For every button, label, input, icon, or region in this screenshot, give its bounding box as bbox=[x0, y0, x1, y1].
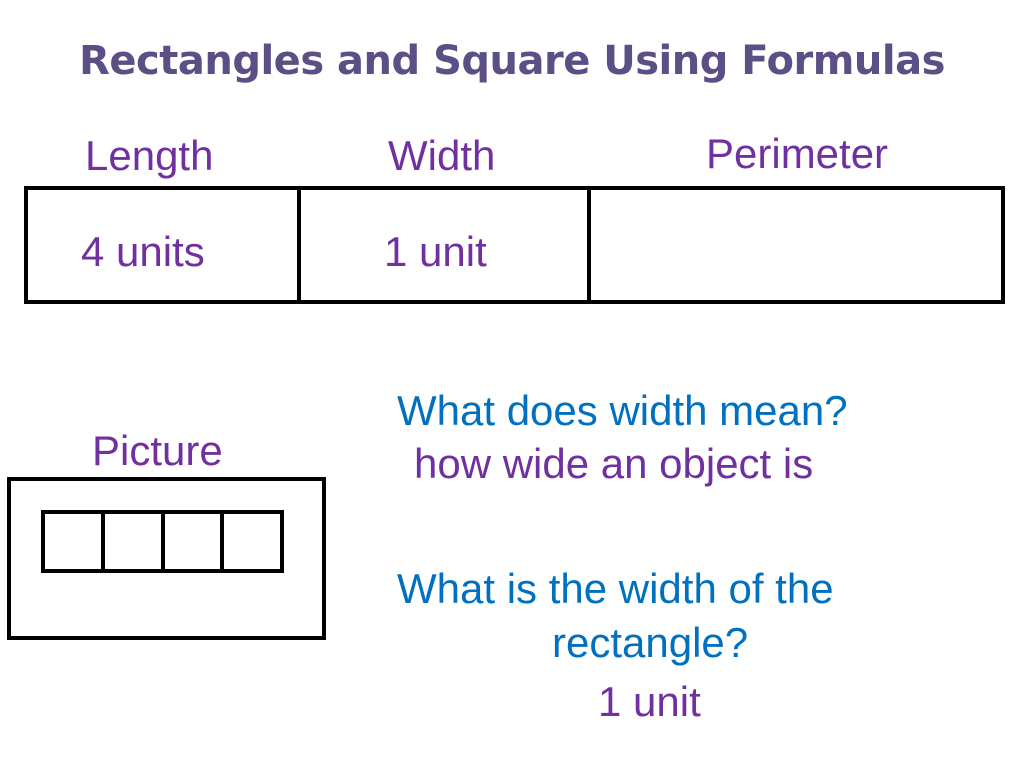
answer-width-meaning: how wide an object is bbox=[414, 440, 814, 487]
width-header: Width bbox=[388, 132, 496, 179]
length-header: Length bbox=[85, 132, 214, 179]
answer-rectangle-width: 1 unit bbox=[598, 678, 701, 725]
unit-square bbox=[224, 514, 280, 569]
unit-square bbox=[105, 514, 165, 569]
perimeter-cell bbox=[591, 190, 1001, 300]
unit-squares-rectangle bbox=[41, 510, 284, 573]
length-value: 4 units bbox=[81, 228, 205, 275]
length-cell bbox=[28, 190, 301, 300]
width-value: 1 unit bbox=[384, 228, 487, 275]
width-cell bbox=[301, 190, 591, 300]
question-rectangle-width-line2: rectangle? bbox=[552, 619, 749, 666]
question-width-meaning: What does width mean? bbox=[397, 387, 848, 434]
page-title: Rectangles and Square Using Formulas bbox=[79, 38, 945, 84]
question-rectangle-width-line1: What is the width of the bbox=[397, 565, 834, 612]
perimeter-header: Perimeter bbox=[706, 130, 889, 177]
unit-square bbox=[165, 514, 225, 569]
unit-square bbox=[45, 514, 105, 569]
picture-label: Picture bbox=[92, 427, 223, 474]
measurement-table bbox=[24, 186, 1005, 304]
